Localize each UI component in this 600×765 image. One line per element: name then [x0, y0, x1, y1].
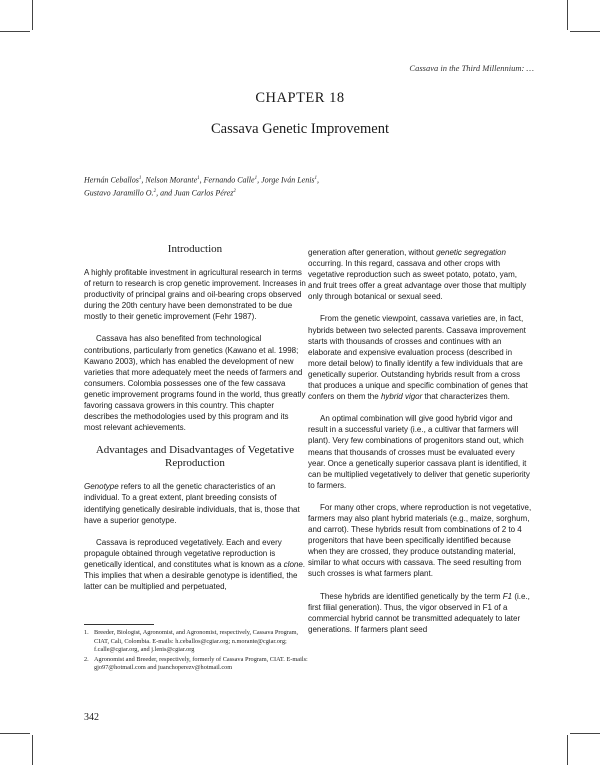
separator: , [199, 175, 204, 185]
crop-mark [570, 733, 600, 734]
paragraph: An optimal combination will give good hybrid vigor and result in a successful variety (i.e., a cultivar that farmers will plant). Very few combinations of progenitors stand out, which means that thousands of crosses must be evaluated every year. Once a genetically superior cassava plant is identified, it can be multiplied vegetatively to deliver that genetic superiority to farmers. [308, 414, 530, 490]
author: Jorge Iván Lenis [261, 175, 315, 185]
paragraph: A highly profitable investment in agricultural research in terms of return to research is crop genetic improvement. Increases in productivity of principal grains and oil-bearing crops observed during the 20th century have been demonstrated to be due mostly to their genetic improvement (Fehr 1987). [84, 268, 306, 322]
paragraph-text: From the genetic viewpoint, cassava varieties are, in fact, hybrids between two selected parents. Cassava improvement starts with thousands of crosses and continues with an elaborate and expensive evaluation process (described in more detail below) to finally identify a few individuals that are genetically superior. Outstanding hybrids result from a cross that produces a unique and specific combination of genes that confers on them the [308, 314, 528, 402]
term: genetic segregation [436, 248, 506, 257]
separator: , [156, 188, 161, 198]
chapter-label: CHAPTER 18 [255, 90, 345, 106]
section-heading-introduction: Introduction [167, 243, 223, 255]
crop-mark [567, 0, 568, 30]
term: Genotype [84, 482, 119, 492]
crop-mark [0, 31, 30, 32]
author: Fernando Calle [203, 175, 255, 185]
crop-mark [570, 31, 600, 32]
paragraph: For many other crops, where reproduction is not vegetative, farmers may also plant hybrid materials (e.g., maize, sorghum, and carrot). These hybrids result from combinations of 2 to 4 progenitors that have been specifically identified because when they are crossed, they produce outstanding material, similar to what occurs with cassava. The seed resulting from such crosses is what farmers plant. [308, 502, 532, 579]
author: and Juan Carlos Pérez [160, 188, 234, 198]
paragraph [308, 313, 532, 402]
paragraph-text: refers to all the genetic characteristics of an individual. To a great extent, plant breeding consists of identifying genetically desirable individuals, that is, those that have a superior genotype. [84, 482, 300, 525]
section-heading-advantages: Advantages and Disadvantages of Vegetative Reproduction [95, 444, 295, 470]
footnote-number: 2. [84, 655, 89, 663]
separator: , [317, 175, 320, 185]
footnote-rule [84, 624, 154, 625]
affiliation-mark: 2 [153, 188, 157, 194]
running-head: Cassava in the Third Millennium: … [409, 63, 534, 73]
paragraph-text: (i.e., first filial generation). Thus, the vigor observed in F1 of a commercial hybrid cannot be transmitted adequately to later generations. If farmers plant seed [308, 591, 530, 634]
affiliation-mark: 1 [197, 176, 200, 181]
footnote-text: Breeder, Biologist, Agronomist, and Agronomist, respectively, Cassava Program, CIAT, Cali, Colombia. E-mails: h.ceballos@cgiar.org; n.morante@cgiar.org; f.calle@cgiar.org, and j.lenis@cgiar.org [94, 629, 299, 653]
left-column [84, 243, 306, 603]
crop-mark [32, 0, 33, 30]
author: Hernán Ceballos [84, 175, 139, 185]
page-number: 342 [84, 712, 99, 723]
footnotes [84, 629, 314, 674]
paragraph-text: . This implies that when a desirable genotype is identified, the latter can be multiplied and perpetuated, [84, 559, 306, 592]
paragraph [308, 591, 532, 635]
crop-mark [0, 733, 30, 734]
affiliation-mark: 1 [254, 176, 258, 181]
paragraph-text: occurring. In this regard, cassava and other crops with vegetative reproduction such as sweet potato, potato, yam, and fruit trees offer a great advantage over those that multiply only through botanical or sexual seed. [308, 259, 527, 302]
paragraph-text: generation after generation, without [308, 248, 437, 257]
separator: , [141, 175, 146, 185]
right-column [308, 247, 532, 646]
paragraph [84, 481, 306, 525]
paragraph-text: Cassava is reproduced vegetatively. Each and every propagule obtained through vegetative reproduction is genetically identical, and constitutes what is known as a [84, 537, 284, 569]
affiliation-mark: 1 [138, 176, 142, 181]
affiliation-mark: 2 [233, 188, 236, 194]
paragraph [84, 537, 306, 592]
paragraph [308, 247, 532, 302]
footnote [84, 629, 314, 655]
term: clone [283, 559, 303, 569]
paragraph-text: These hybrids are identified genetically by the term [320, 591, 503, 601]
separator: , [257, 175, 262, 185]
crop-mark [567, 735, 568, 765]
term: hybrid vigor [380, 392, 423, 402]
affiliation-mark: 1 [314, 176, 318, 181]
author-list [84, 173, 384, 199]
footnote-number: 1. [84, 629, 89, 636]
author: Gustavo Jaramillo O. [84, 188, 154, 198]
term: F1 [502, 591, 513, 601]
paragraph: Cassava has also benefited from technological contributions, particularly from genetics (Kawano et al. 1998; Kawano 2003), which has enabled the development of new varieties that more adequately meet the needs of farmers and consumers. Colombia possesses one of the few cassava genetic improvement programs found in the world, thus greatly favoring cassava growers in this country. This chapter describes the methodologies used by this program and its most relevant achievements. [84, 334, 306, 433]
paragraph-text: that characterizes them. [422, 392, 510, 402]
crop-mark [32, 735, 33, 765]
page-title: Cassava Genetic Improvement [211, 121, 389, 137]
footnote [84, 656, 314, 673]
footnote-text: Agronomist and Breeder, respectively, formerly of Cassava Program, CIAT. E-mails: gjo97@hotmail.com and juanchoperezv@hotmail.com [94, 655, 308, 671]
author: Nelson Morante [145, 175, 198, 185]
